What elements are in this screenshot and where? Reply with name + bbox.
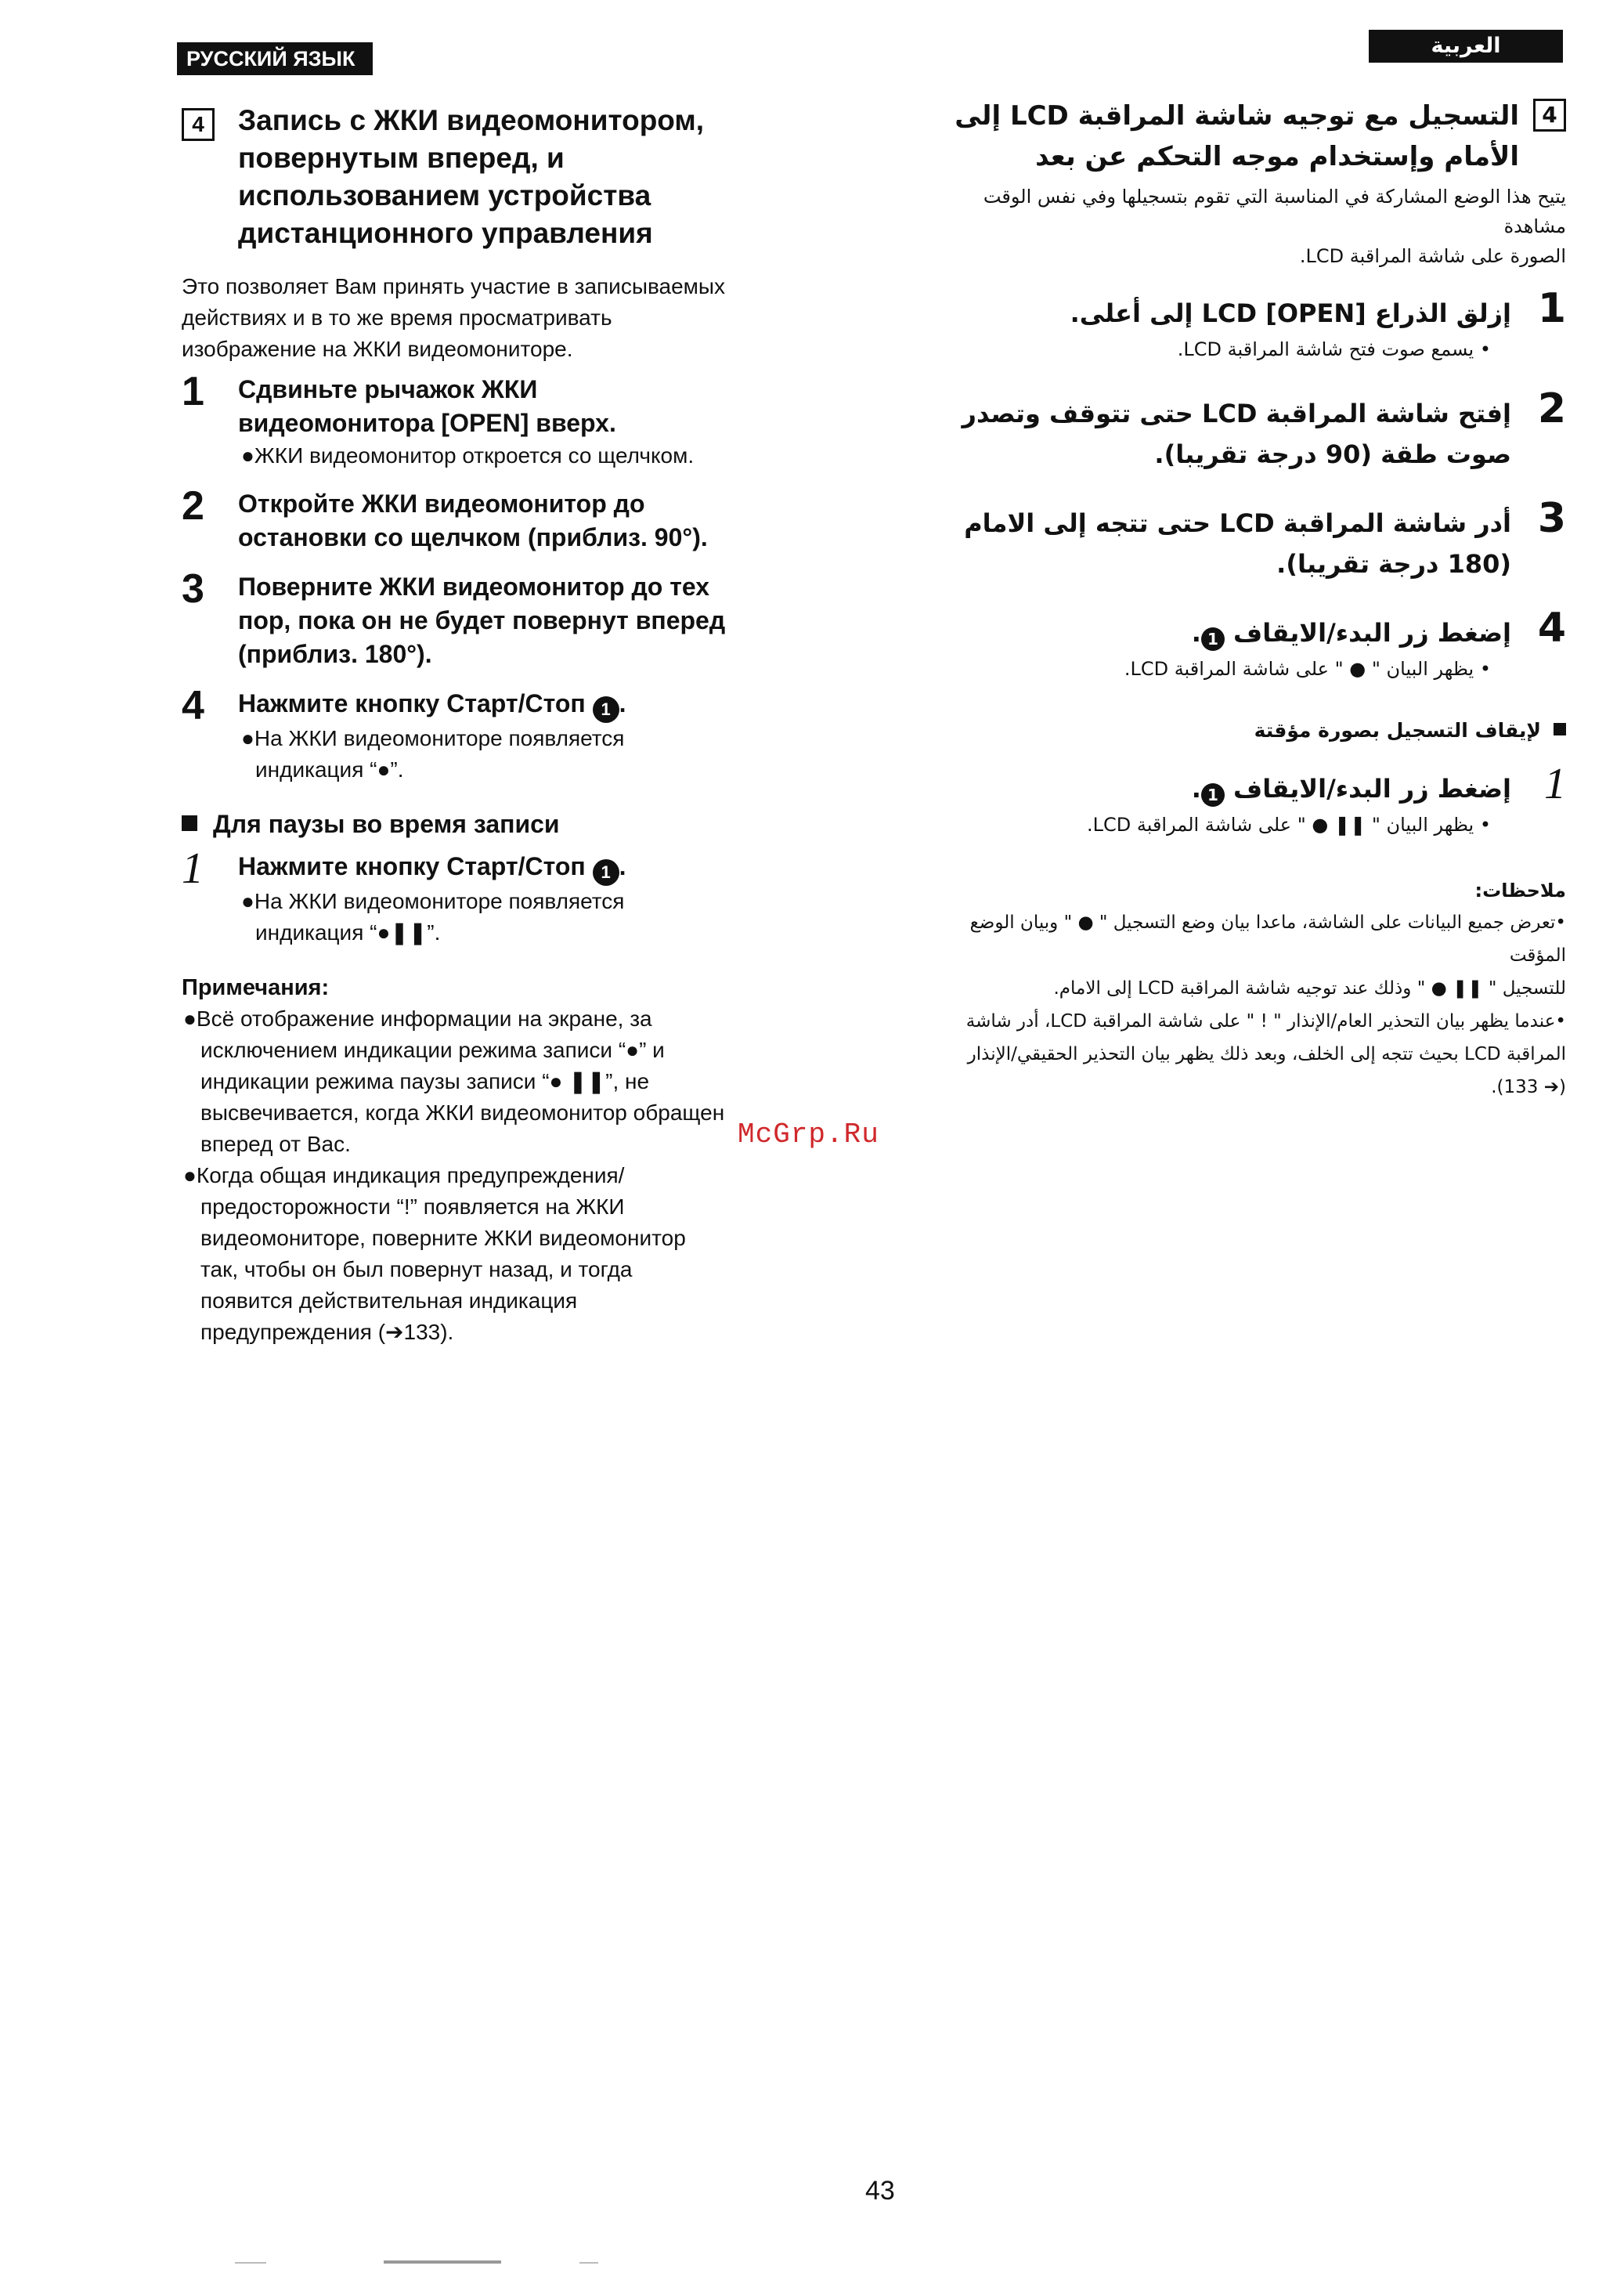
scan-artifact [579, 2262, 598, 2264]
ar-step-line: إضغط زر البدء/الايقاف 1. [947, 613, 1511, 653]
ar-intro-line: الصورة على شاشة المراقبة LCD. [1299, 245, 1566, 267]
ru-title-line: дистанционного управления [238, 217, 653, 249]
ru-bullet-text: ЖКИ видеомонитор откроется со щелчком. [254, 443, 695, 468]
ru-bullet-text: На ЖКИ видеомониторе появляется [254, 726, 625, 750]
ar-section-heading [947, 96, 1566, 177]
russian-language-tab: РУССКИЙ ЯЗЫК [177, 42, 373, 75]
ru-step-line: Нажмите кнопку Старт/Стоп [238, 689, 593, 717]
ru-step-2 [182, 483, 824, 555]
ru-pause-heading [182, 808, 824, 840]
ar-note-line: •تعرض جميع البيانات على الشاشة، ماعدا بيان وضع التسجيل " ● " وبيان الوضع المؤقت [969, 912, 1566, 966]
russian-column [182, 102, 824, 1348]
ru-note-1 [182, 1003, 824, 1160]
ru-step-number: 1 [182, 369, 204, 414]
ar-step-line: إفتح شاشة المراقبة LCD حتى تتوقف وتصدر [962, 399, 1511, 428]
ar-step-line: صوت طقة (90 درجة تقريبا). [1154, 439, 1511, 469]
scan-artifact [384, 2260, 501, 2264]
ar-step-bullet: • يظهر البيان " ● " على شاشة المراقبة LCD. [1124, 658, 1491, 680]
square-bullet-icon [182, 815, 197, 831]
ru-step-text [238, 570, 824, 671]
ru-note-line: предупреждения (➔133). [200, 1320, 454, 1344]
ru-step-line: Сдвиньте рычажок ЖКИ [238, 375, 538, 403]
ru-step-suffix: . [619, 689, 626, 717]
ru-step-text [238, 687, 824, 723]
ar-intro [947, 182, 1566, 271]
ar-bullet-text: يظهر البيان " ❚❚ ● " على شاشة المراقبة LCD. [1086, 814, 1474, 836]
scan-artifact [235, 2262, 266, 2264]
ar-section-number: 4 [1533, 99, 1566, 132]
ru-section-title [238, 102, 824, 252]
ru-title-line: Запись с ЖКИ видеомонитором, [238, 104, 705, 136]
arabic-language-tab: العربية [1369, 30, 1563, 63]
ru-step-line: остановки со щелчком (приблиз. 90°). [238, 523, 708, 551]
ru-step-bullet: ●На ЖКИ видеомониторе появляется [241, 889, 625, 913]
ar-step-line-text: إضغط زر البدء/الايقاف [1233, 774, 1511, 804]
ar-step-1 [947, 285, 1566, 365]
ar-pause-heading [947, 719, 1566, 742]
ar-section-title [947, 96, 1519, 177]
ru-step-number: 4 [182, 683, 204, 728]
ru-step-bullet: ●ЖКИ видеомонитор откроется со щелчком. [241, 443, 695, 468]
ar-step-number: 4 [1537, 605, 1566, 652]
ru-step-line: (приблиз. 180°). [238, 640, 432, 668]
ru-step-number: 2 [182, 483, 204, 529]
ar-step-line: إضغط زر البدء/الايقاف 1. [947, 768, 1511, 809]
ru-intro-line: Это позволяет Вам принять участие в записываемых [182, 274, 726, 298]
ru-note-text: Всё отображение информации на экране, за [196, 1006, 652, 1031]
ru-step-line: Нажмите кнопку Старт/Стоп [238, 852, 593, 880]
ru-bullet-text: На ЖКИ видеомониторе появляется [254, 889, 625, 913]
ar-note-line: المراقبة LCD بحيث تتجه إلى الخلف، وبعد ذلك يظهر بيان التحذير الحقيقي/الإنذار [967, 1044, 1566, 1064]
ar-intro-line: يتيح هذا الوضع المشاركة في المناسبة التي تقوم بتسجيلها وفي نفس الوقت مشاهدة [983, 186, 1566, 237]
ru-step-line: пор, пока он не будет повернут вперед [238, 606, 726, 634]
ru-title-line: использованием устройства [238, 179, 651, 211]
ar-step-line: أدر شاشة المراقبة LCD حتى تتجه إلى الامام [964, 508, 1511, 538]
ru-section-number: 4 [182, 108, 215, 141]
ru-note-line: появится действительная индикация [200, 1288, 578, 1313]
ar-title-line: الأمام وإستخدام موجه التحكم عن بعد [1035, 141, 1519, 172]
ar-note-line: (➔ 133). [1491, 1077, 1566, 1097]
ar-note-line: للتسجيل " ❚❚ ● " وذلك عند توجيه شاشة المراقبة LCD إلى الامام. [1053, 978, 1566, 999]
ru-note-line: индикации режима паузы записи “● ❚❚”, не [200, 1069, 650, 1093]
ru-step-line: видеомонитора [OPEN] вверх. [238, 409, 616, 437]
ru-step-number: 3 [182, 566, 204, 612]
ru-note-2 [182, 1160, 824, 1348]
ar-title-line: التسجيل مع توجيه شاشة المراقبة LCD إلى [955, 100, 1519, 132]
ar-step-2 [947, 385, 1566, 475]
ar-pause-step [947, 760, 1566, 840]
ar-step-line: (180 درجة تقريبا). [1276, 549, 1511, 579]
ru-pause-heading-text: Для паузы во время записи [213, 810, 560, 838]
ru-step-4 [182, 683, 824, 786]
ru-step-text [238, 487, 824, 555]
ru-step-bullet: ●На ЖКИ видеомониторе появляется [241, 726, 625, 750]
ru-step-suffix: . [619, 852, 626, 880]
ar-note-2 [947, 1005, 1566, 1104]
ru-note-text: Когда общая индикация предупреждения/ [196, 1163, 625, 1187]
start-stop-button-icon: 1 [593, 696, 619, 723]
ru-step-3 [182, 566, 824, 671]
ar-step-3 [947, 495, 1566, 584]
start-stop-button-icon: 1 [1201, 783, 1225, 807]
ar-step-number: 1 [1537, 285, 1566, 332]
ar-step-4 [947, 605, 1566, 685]
ru-step-text [238, 373, 824, 440]
ar-step-line: إزلق الذراع [OPEN] LCD إلى أعلى. [1070, 298, 1511, 328]
ru-note-line: так, чтобы он был повернут назад, и тогда [200, 1257, 633, 1281]
ar-step-number: 2 [1537, 385, 1566, 432]
ru-note-line: ●Когда общая индикация предупреждения/ [183, 1163, 625, 1187]
ar-bullet-text: يظهر البيان " ● " على شاشة المراقبة LCD. [1124, 658, 1474, 680]
ru-note-line: видеомониторе, поверните ЖКИ видеомонитор [200, 1226, 686, 1250]
ru-intro-line: действиях и в то же время просматривать [182, 305, 612, 330]
ru-notes-title: Примечания: [182, 975, 330, 1000]
arabic-column [947, 96, 1566, 1104]
ru-step-bullet-cont: индикация “●”. [255, 757, 404, 782]
ru-step-bullet-cont: индикация “●❚❚”. [255, 920, 441, 945]
ru-title-line: повернутым вперед, и [238, 142, 565, 174]
ar-notes-title: ملاحظات: [1474, 880, 1566, 902]
ru-step-text [238, 850, 824, 886]
ar-step-number: 1 [1544, 760, 1566, 808]
ru-step-line: Откройте ЖКИ видеомонитор до [238, 490, 645, 518]
start-stop-button-icon: 1 [593, 859, 619, 886]
ru-note-line: ●Всё отображение информации на экране, за [183, 1006, 652, 1031]
watermark: McGrp.Ru [738, 1118, 879, 1151]
ru-note-line: вперед от Вас. [200, 1132, 351, 1156]
page-number: 43 [865, 2176, 895, 2206]
ru-step-number: 1 [182, 844, 204, 893]
ru-note-line: предосторожности “!” появляется на ЖКИ [200, 1194, 625, 1219]
ar-step-line-text: إضغط زر البدء/الايقاف [1233, 618, 1511, 648]
ru-note-line: исключением индикации режима записи “●” и [200, 1038, 665, 1062]
ar-step-bullet: • يظهر البيان " ❚❚ ● " على شاشة المراقبة LCD. [1086, 814, 1491, 836]
ar-step-bullet: • يسمع صوت فتح شاشة المراقبة LCD. [1177, 338, 1491, 360]
ru-note-line: высвечивается, когда ЖКИ видеомонитор обращен [200, 1100, 725, 1125]
ru-section-heading [182, 102, 824, 252]
ar-note-line: •عندما يظهر بيان التحذير العام/الإنذار " ! " على شاشة المراقبة LCD، أدر شاشة [965, 1011, 1566, 1032]
ar-note-text: عندما يظهر بيان التحذير العام/الإنذار " ! " على شاشة المراقبة LCD، أدر شاشة [965, 1011, 1556, 1032]
ar-note-text: تعرض جميع البيانات على الشاشة، ماعدا بيان وضع التسجيل " ● " وبيان الوضع المؤقت [969, 912, 1566, 966]
ar-note-1 [947, 906, 1566, 1005]
ru-intro-line: изображение на ЖКИ видеомониторе. [182, 337, 573, 361]
ar-pause-heading-text: لإيقاف التسجيل بصورة مؤقتة [1254, 719, 1541, 742]
square-bullet-icon [1554, 723, 1566, 735]
ru-step-line: Поверните ЖКИ видеомонитор до тех [238, 573, 710, 601]
ru-step-1 [182, 369, 824, 472]
ru-intro [182, 271, 824, 365]
ru-pause-step [182, 844, 824, 949]
start-stop-button-icon: 1 [1201, 627, 1225, 651]
ar-bullet-text: يسمع صوت فتح شاشة المراقبة LCD. [1177, 338, 1474, 360]
ar-step-number: 3 [1537, 495, 1566, 542]
